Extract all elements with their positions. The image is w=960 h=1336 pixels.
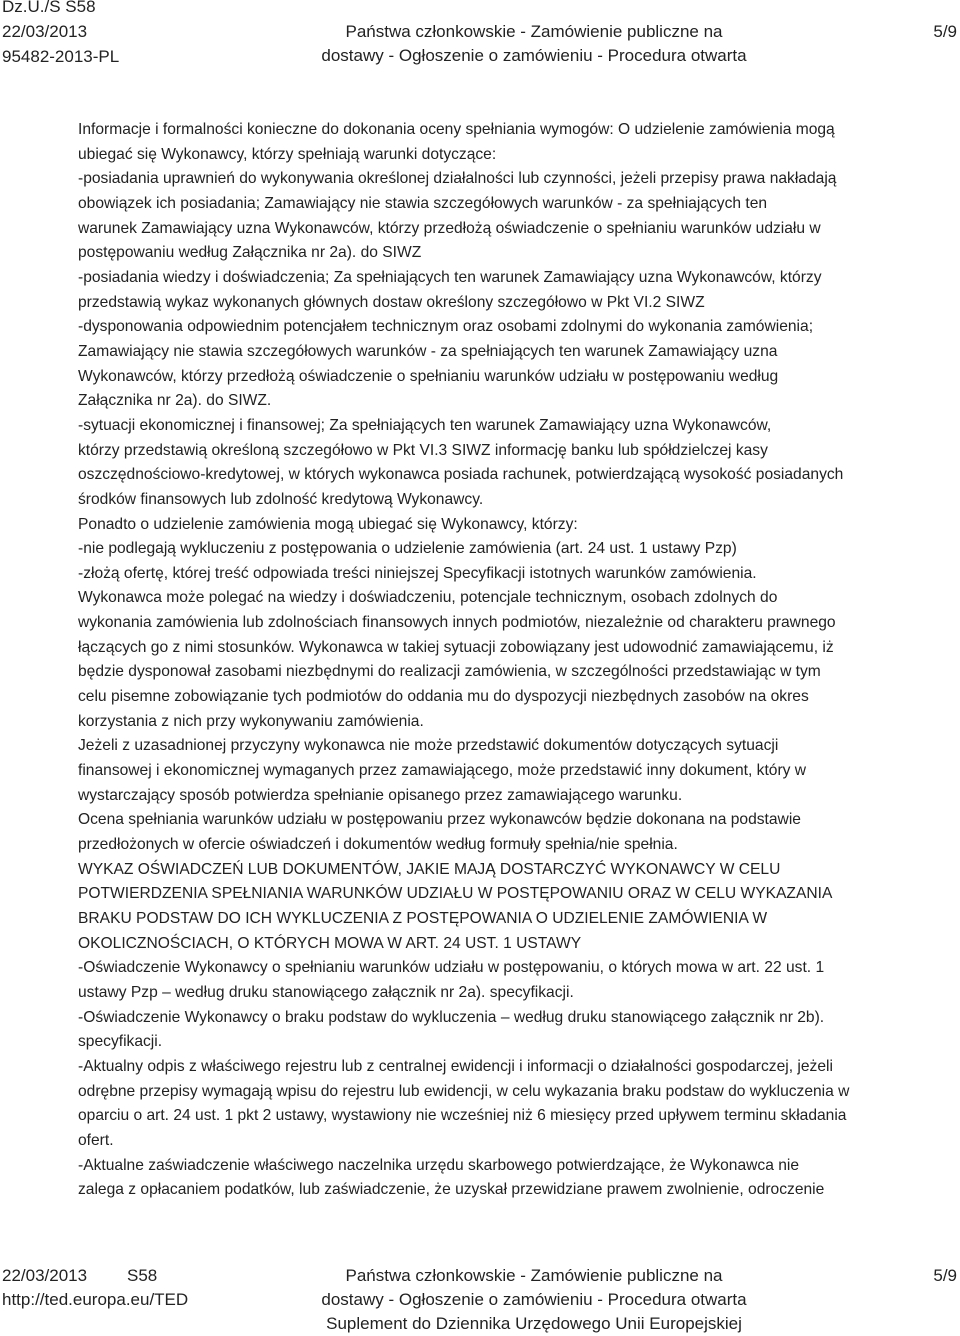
body-text-line: przedstawią wykaz wykonanych głównych dostaw określony szczegółowo w Pkt VI.2 SIWZ [78,293,705,311]
body-text-line: odrębne przepisy wymagają wpisu do rejestru lub ewidencji, w celu wykazania braku podstaw do wykluczenia w [78,1082,850,1100]
body-text-line: korzystania z nich przy wykonywaniu zamówienia. [78,712,424,730]
body-text-line: finansowej i ekonomicznej wymaganych przez zamawiającego, może przedstawić inny dokument, który w [78,762,807,780]
footer-title-line-3: Suplement do Dziennika Urzędowego Unii Europejskiej [326,1314,742,1333]
document-body [78,118,954,1203]
body-text-line: przedłożonych w ofercie oświadczeń i dokumentów według formuły spełnia/nie spełnia. [78,836,678,854]
body-text-line: -Oświadczenie Wykonawcy o braku podstaw do wykluczenia – według druku stanowiącego załącznik nr 2b). [78,1008,825,1026]
body-text-line: postępowaniu według Załącznika nr 2a). do SIWZ [78,244,422,262]
footer-url: http://ted.europa.eu/TED [2,1290,189,1309]
body-text-line: POTWIERDZENIA SPEŁNIANIA WARUNKÓW UDZIAŁU W POSTĘPOWANIU ORAZ W CELU WYKAZANIA [78,885,833,903]
footer-date: 22/03/2013 [2,1266,88,1285]
body-text-line: łączących go z nimi stosunków. Wykonawca w takiej sytuacji zobowiązany jest udowodnić zamawiającemu, iż [78,638,834,656]
body-text-line: WYKAZ OŚWIADCZEŃ LUB DOKUMENTÓW, JAKIE MAJĄ DOSTARCZYĆ WYKONAWCY W CELU [78,860,781,878]
body-text-line: -Oświadczenie Wykonawcy o spełnianiu warunków udziału w postępowaniu, o których mowa w art. 22 ust. 1 [78,959,825,977]
body-text-line: celu pisemne zobowiązanie tych podmiotów do oddania mu do dyspozycji niezbędnych zasobów na okres [78,688,809,706]
header-title-line-1: Państwa członkowskie - Zamówienie publiczne na [345,22,723,41]
body-text-line: ustawy Pzp – według druku stanowiącego załącznik nr 2a). specyfikacji. [78,983,574,1001]
body-text-line: będzie dysponował zasobami niezbędnymi do realizacji zamówienia, w szczególności przedstawiając w tym [78,663,821,681]
header-date: 22/03/2013 [2,22,88,41]
footer-title-line-2: dostawy - Ogłoszenie o zamówieniu - Procedura otwarta [321,1290,747,1309]
body-text-line: Wykonawca może polegać na wiedzy i doświadczeniu, potencjale technicznym, osobach zdolnych do [78,589,778,607]
body-text-line: -Aktualny odpis z właściwego rejestru lub z centralnej ewidencji i informacji o działalności gospodarczej, jeżeli [78,1057,833,1075]
body-text-line: -dysponowania odpowiednim potencjałem technicznym oraz osobami zdolnymi do wykonania zamówienia; [78,318,814,336]
body-text-line: specyfikacji. [78,1033,163,1051]
header-page-number: 5/9 [933,22,957,41]
body-text-line: -złożą ofertę, której treść odpowiada treści niniejszej Specyfikacji istotnych warunków zamówienia. [78,564,757,582]
body-text-line: Ponadto o udzielenie zamówienia mogą ubiegać się Wykonawcy, którzy: [78,515,578,533]
body-text-line: -posiadania uprawnień do wykonywania określonej działalności lub czynności, jeżeli przepisy prawa nakładają [78,170,837,188]
body-text-line: którzy przedstawią określoną szczegółowo w Pkt VI.3 SIWZ informację banku lub spółdzielczej kasy [78,441,768,459]
header-title-line-2: dostawy - Ogłoszenie o zamówieniu - Procedura otwarta [321,46,747,65]
body-text-line: -posiadania wiedzy i doświadczenia; Za spełniających ten warunek Zamawiający uzna Wykonawców, którzy [78,268,822,286]
body-text-line: warunek Zamawiający uzna Wykonawców, którzy przedłożą oświadczenie o spełnianiu warunków udziału w [78,219,821,237]
header-title [304,20,764,68]
body-text-line: Informacje i formalności konieczne do dokonania oceny spełniania wymogów: O udzielenie zamówienia mogą [78,121,835,138]
body-text-line: Wykonawców, którzy przedłożą oświadczenie o spełnianiu warunków udziału w postępowaniu według [78,367,779,385]
footer-title-line-1: Państwa członkowskie - Zamówienie publiczne na [345,1266,723,1285]
body-text-line: ofert. [78,1131,114,1149]
header-doc-id: Dz.U./S S58 [2,0,96,16]
page-header [0,0,960,70]
footer-title [304,1264,764,1336]
body-text-line: -Aktualne zaświadczenie właściwego naczelnika urzędu skarbowego potwierdzające, że Wykonawca nie [78,1156,800,1174]
body-text-line: zalega z opłacaniem podatków, lub zaświadczenie, że uzyskał przewidziane prawem zwolnienie, odroczenie [78,1181,825,1199]
footer-series: S58 [127,1266,158,1285]
body-text-line: Załącznika nr 2a). do SIWZ. [78,392,272,410]
header-notice-number: 95482-2013-PL [2,47,120,66]
body-text-line: wystarczający sposób potwierdza spełnianie opisanego przez zamawiającego warunku. [78,786,683,804]
page-footer [0,1262,960,1334]
body-text-line: wykonania zamówienia lub zdolnościach finansowych innych podmiotów, niezależnie od charakteru prawnego [78,614,836,632]
body-text-line: środków finansowych lub zdolność kredytową Wykonawcy. [78,490,484,508]
body-text-line: Ocena spełniania warunków udziału w postępowaniu przez wykonawców będzie dokonana na podstawie [78,811,801,829]
body-text-line: obowiązek ich posiadania; Zamawiający nie stawia szczegółowych warunków - za spełniających ten [78,194,768,212]
body-text-line: oparciu o art. 24 ust. 1 pkt 2 ustawy, wystawiony nie wcześniej niż 6 miesięcy przed upływem terminu składania [78,1107,847,1125]
body-text-line: -nie podlegają wykluczeniu z postępowania o udzielenie zamówienia (art. 24 ust. 1 ustawy Pzp) [78,540,737,558]
body-text-line: oszczędnościowo-kredytowej, w których wykonawca posiada rachunek, potwierdzającą wysokość posiadanych [78,466,844,484]
body-text-line: OKOLICZNOŚCIACH, O KTÓRYCH MOWA W ART. 24 UST. 1 USTAWY [78,934,582,952]
body-text-line: ubiegać się Wykonawcy, którzy spełniają warunki dotyczące: [78,145,497,163]
body-text-line: Jeżeli z uzasadnionej przyczyny wykonawca nie może przedstawić dokumentów dotyczących sytuacji [78,737,779,755]
body-text-line: -sytuacji ekonomicznej i finansowej; Za spełniających ten warunek Zamawiający uzna Wykonawców, [78,416,772,434]
body-text-line: BRAKU PODSTAW DO ICH WYKLUCZENIA Z POSTĘPOWANIA O UDZIELENIE ZAMÓWIENIA W [78,910,768,927]
body-text-line: Zamawiający nie stawia szczegółowych warunków - za spełniających ten warunek Zamawiający uzna [78,342,778,360]
footer-page-number: 5/9 [933,1266,957,1285]
